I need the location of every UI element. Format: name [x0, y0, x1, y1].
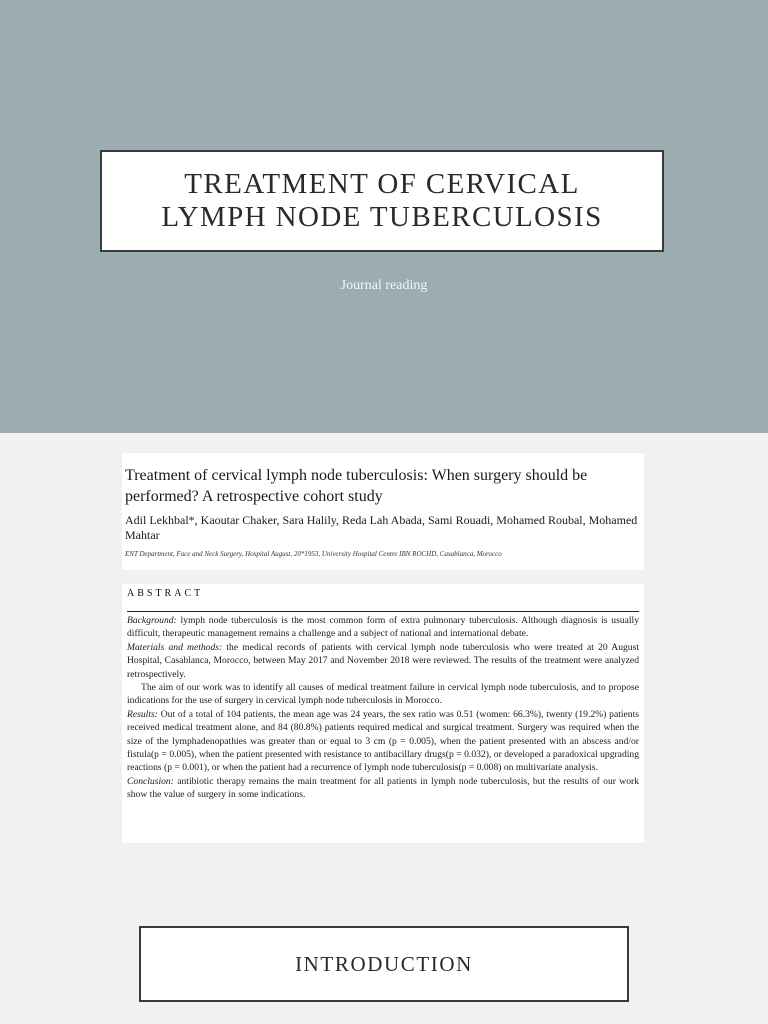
abstract-aim: The aim of our work was to identify all causes of medical treatment failure in cervical lymph node tuberculosis, and to propose indications for the use of surgery in cervical lymph node tuberculosis in Morocco.	[127, 682, 639, 707]
slide-subtitle: Journal reading	[340, 278, 428, 293]
abstract-conclusion	[127, 775, 639, 802]
abstract-background	[127, 614, 639, 641]
conclusion-text: antibiotic therapy remains the main treatment for all patients in lymph node tuberculosis, but the results of our work show the value of surgery in some indications.	[127, 775, 639, 801]
paper-authors: Adil Lekhbal*, Kaoutar Chaker, Sara Halily, Reda Lah Abada, Sami Rouadi, Mohamed Roubal, Mohamed Mahtar	[125, 513, 638, 542]
section-title-box	[139, 926, 629, 1002]
results-label: Results:	[127, 708, 158, 720]
paper-header-image	[122, 453, 644, 570]
abstract-results	[127, 708, 639, 775]
background-text: lymph node tuberculosis is the most common form of extra pulmonary tuberculosis. Although diagnosis is usually difficult, therapeutic management remains a challenge and a subject of national and international debate.	[127, 615, 639, 640]
paper-title: Treatment of cervical lymph node tuberculosis: When surgery should be performed? A retrospective cohort study	[125, 467, 588, 505]
results-text: Out of a total of 104 patients, the mean age was 24 years, the sex ratio was 0.51 (women: 66.3%), twenty (19.2%) patients received medical treatment alone, and 84 (80.8%) patients required medical and surgical treatment. Surgery was required when the size of the lymphadenopathies was greater than or equal to 3 cm (p = 0.005), when the patient presented with an abscess and/or fistula(p = 0.005), when the patient presented with resistance to antibacillary drugs(p = 0.032), or developed a paradoxical upgrading reactions (p = 0.001), or when the patient had a recurrence of lymph node tuberculosis(p = 0.008) on multivariate analysis.	[127, 708, 639, 774]
methods-text: the medical records of patients with cervical lymph node tuberculosis who were treated at 20 August Hospital, Casablanca, Morocco, between May 2017 and November 2018 were reviewed. The results of the treatment were analyzed retrospectively.	[127, 641, 639, 680]
slide-title: TREATMENT OF CERVICAL LYMPH NODE TUBERCULOSIS	[161, 168, 603, 233]
abstract-body	[127, 614, 639, 802]
abstract-methods	[127, 641, 639, 681]
methods-label: Materials and methods:	[127, 641, 223, 653]
conclusion-label: Conclusion:	[127, 775, 174, 787]
abstract-heading: ABSTRACT	[127, 588, 639, 612]
background-label: Background:	[127, 615, 177, 626]
title-box	[100, 150, 664, 252]
title-slide	[0, 0, 768, 433]
paper-affiliation: ENT Department, Face and Neck Surgery, Hospital August, 20*1953, University Hospital Centre IBN ROCHD, Casablanca, Morocco	[125, 550, 502, 558]
abstract-image	[122, 584, 644, 843]
section-title: INTRODUCTION	[295, 951, 473, 976]
